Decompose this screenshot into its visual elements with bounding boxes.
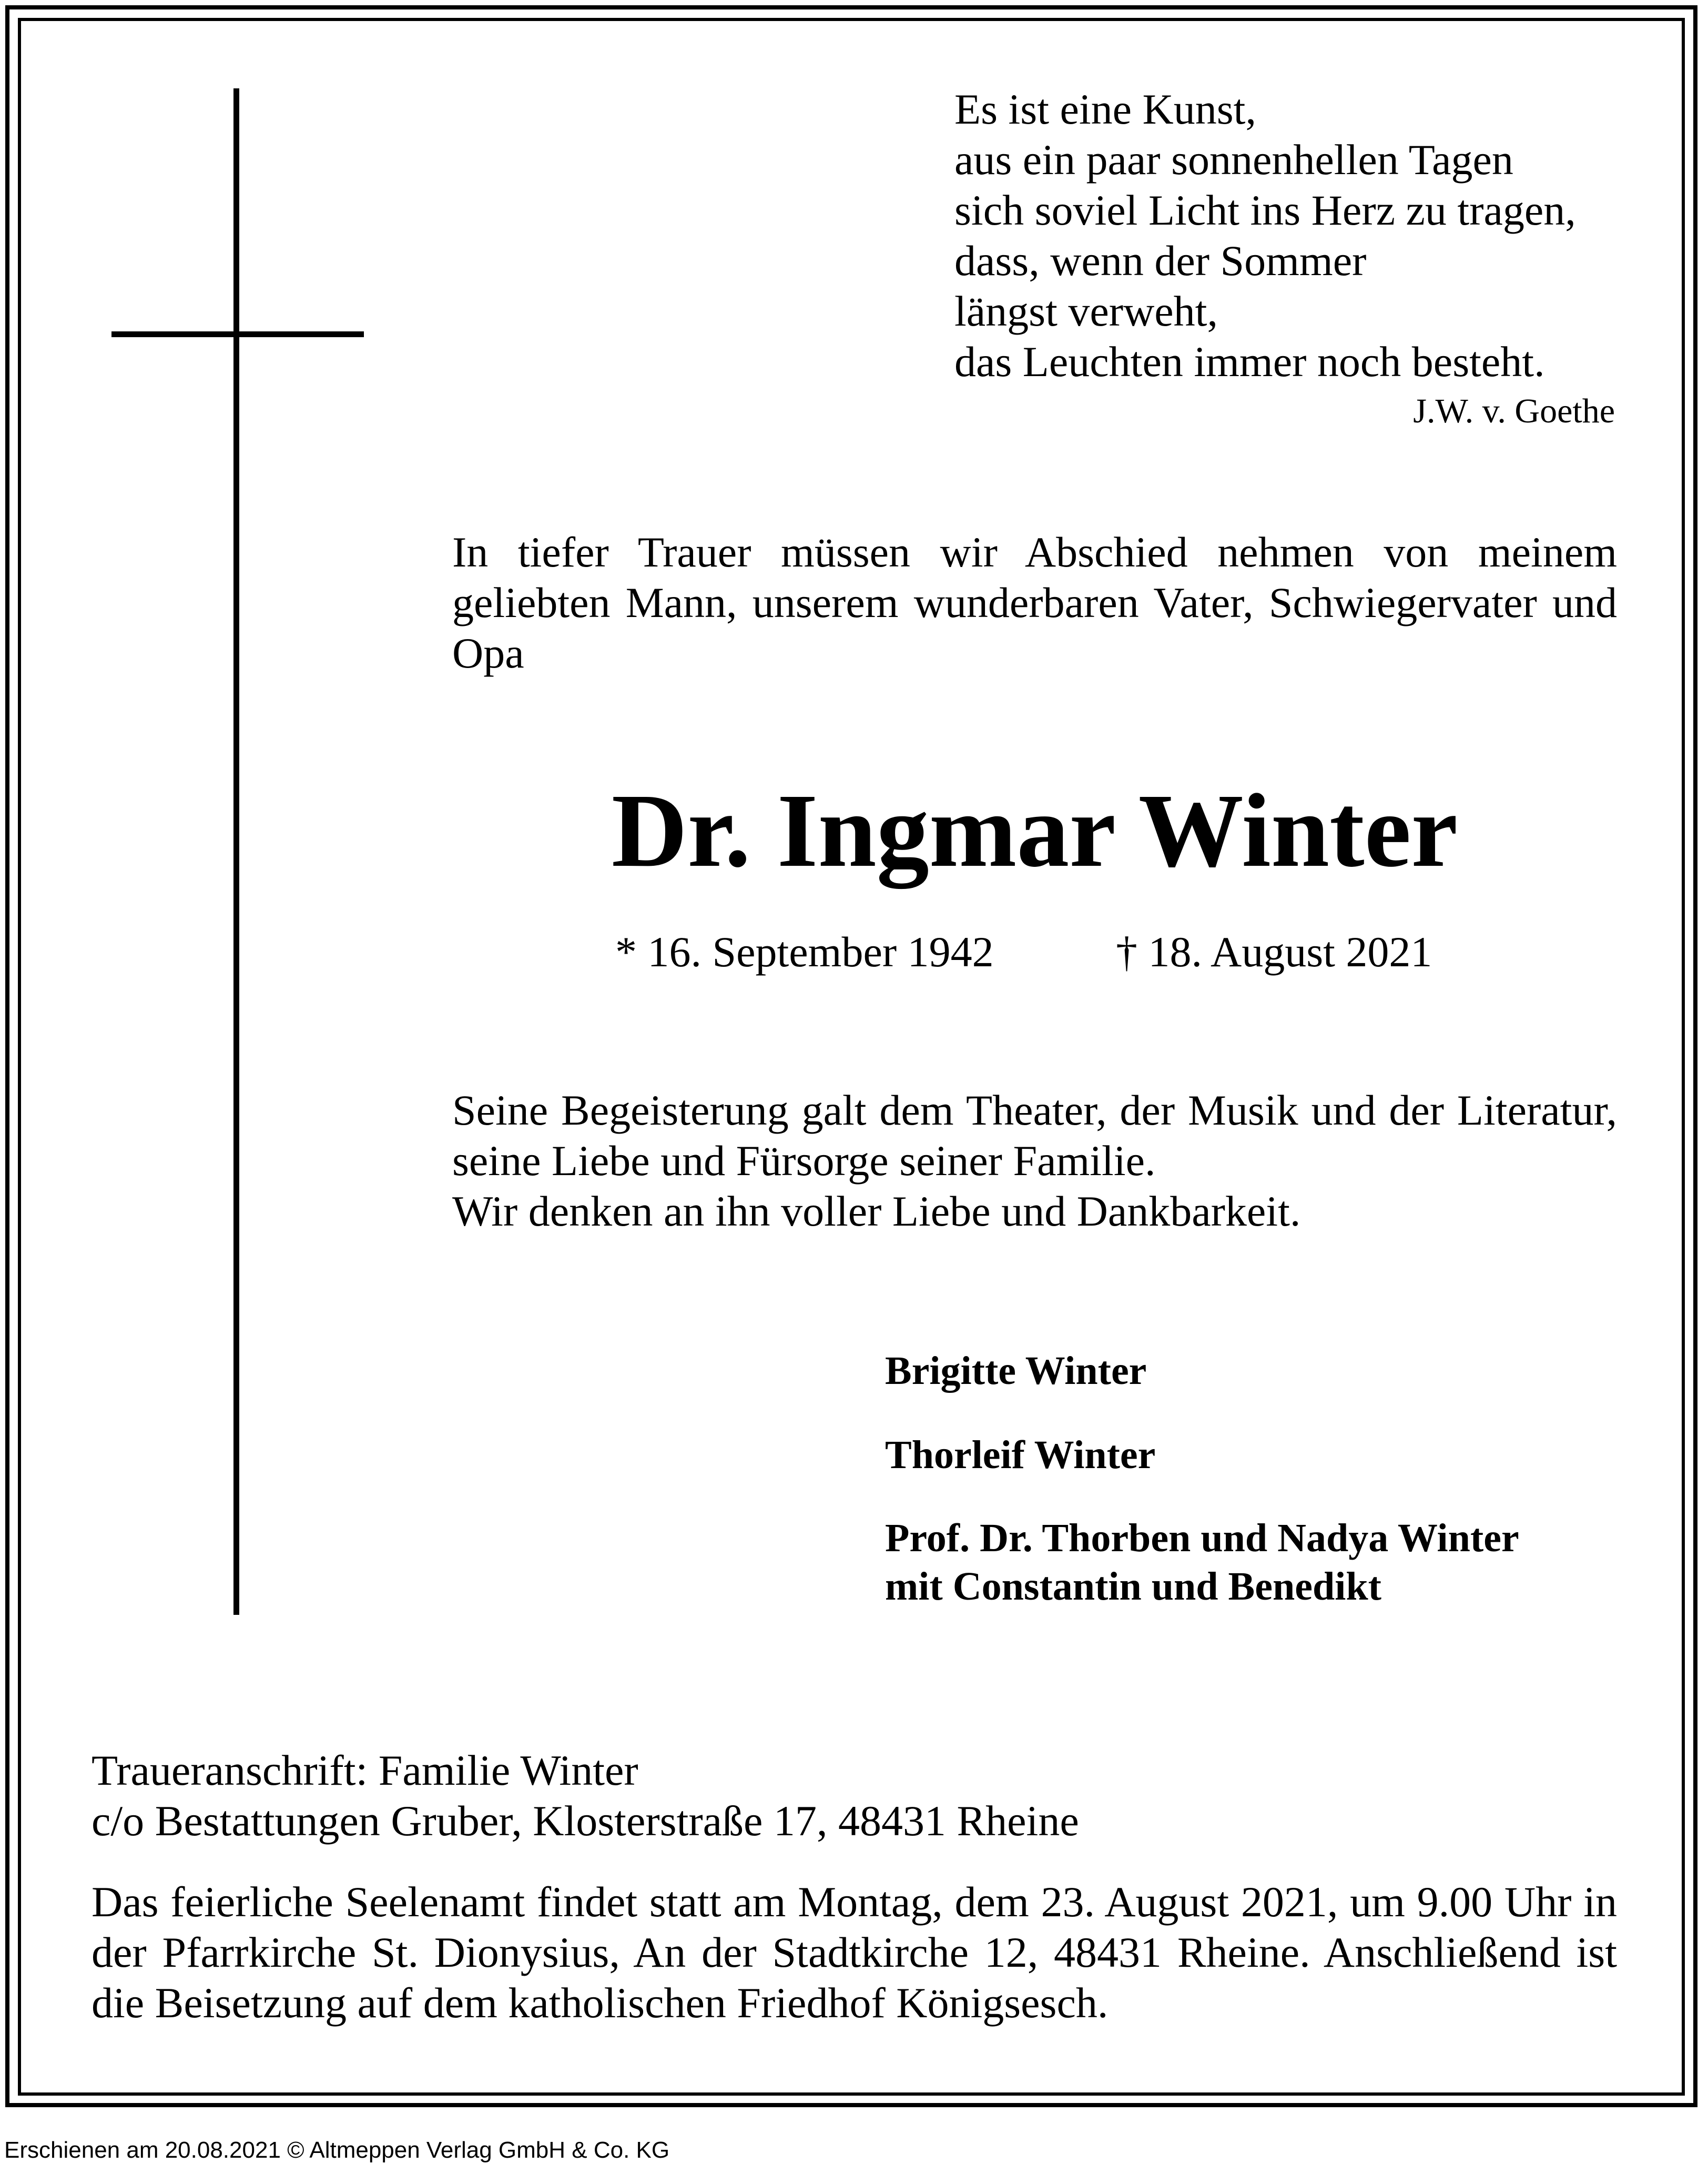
mourner-name: Thorleif Winter (885, 1433, 1156, 1477)
address-line: c/o Bestattungen Gruber, Klosterstraße 17, 48431 Rheine (92, 1797, 1079, 1845)
cross-icon-vertical-bar (233, 88, 239, 1615)
mourner-name: Brigitte Winter (885, 1349, 1147, 1393)
tribute-line: Wir denken an ihn voller Liebe und Dankbarkeit. (452, 1187, 1301, 1235)
tribute-line: Seine Begeisterung galt dem Theater, der Musik und der Literatur, seine Liebe und Fürsorge seiner Familie. (452, 1086, 1617, 1185)
poem-line: Es ist eine Kunst, (954, 85, 1256, 133)
intro-text: In tiefer Trauer müssen wir Abschied nehmen von meinem geliebten Mann, unserem wunderbaren Vater, Schwiegervater und Opa (452, 528, 1617, 677)
mourner-name: Prof. Dr. Thorben und Nadya Winter (885, 1516, 1519, 1560)
mourning-address (92, 1745, 1616, 1846)
birth-date: * 16. September 1942 (615, 928, 994, 976)
tribute-text (452, 1085, 1617, 1237)
poem-author: J.W. v. Goethe (1413, 392, 1615, 430)
poem-line: aus ein paar sonnenhellen Tagen (954, 136, 1513, 184)
poem-line: längst verweht, (954, 287, 1218, 335)
service-info: Das feierliche Seelenamt findet statt am Montag, dem 23. August 2021, um 9.00 Uhr in der Pfarrkirche St. Dionysius, An der Stadtkirche 12, 48431 Rheine. Anschließend ist die Beisetzung auf dem katholischen Friedhof Königsesch. (92, 1878, 1617, 2027)
address-line: Traueranschrift: Familie Winter (92, 1746, 638, 1794)
death-date: † 18. August 2021 (1116, 928, 1432, 976)
cross-icon-horizontal-bar (111, 331, 364, 337)
deceased-name: Dr. Ingmar Winter (611, 773, 1458, 889)
poem-line: das Leuchten immer noch besteht. (954, 338, 1545, 386)
poem (954, 84, 1617, 387)
poem-line: dass, wenn der Sommer (954, 237, 1367, 285)
publication-footer: Erschienen am 20.08.2021 © Altmeppen Verlag GmbH & Co. KG (4, 2137, 670, 2163)
poem-line: sich soviel Licht ins Herz zu tragen, (954, 186, 1576, 234)
mourner-name: mit Constantin und Benedikt (885, 1564, 1381, 1609)
